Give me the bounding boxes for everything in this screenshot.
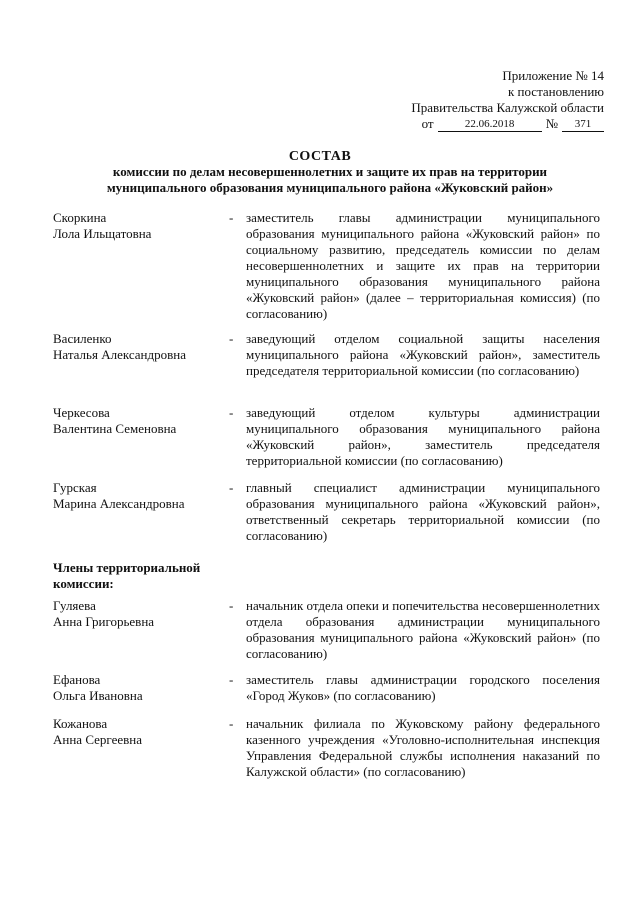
member-given-name: Лола Ильщатовна xyxy=(53,226,152,241)
document-title: СОСТАВ xyxy=(288,149,352,164)
member-surname: Черкесова xyxy=(53,405,110,420)
member-surname: Кожанова xyxy=(53,716,108,731)
member-surname: Василенко xyxy=(53,331,112,346)
member-role: начальник филиала по Жуковскому району федерального казенного учреждения «Уголовно-исполнительная инспекция Управления Федеральной службы исполнения наказаний по Калужской области» (по согласованию) xyxy=(246,716,600,779)
document-header xyxy=(411,68,604,132)
members-heading-line: Члены территориальной xyxy=(53,560,201,575)
member-surname: Скоркина xyxy=(53,210,107,225)
member-name xyxy=(53,210,223,242)
member-given-name: Марина Александровна xyxy=(53,496,185,511)
member-name xyxy=(53,480,223,512)
resolution-date: 22.06.2018 xyxy=(438,118,542,132)
dash-separator: - xyxy=(229,598,234,613)
document-subtitle xyxy=(60,164,600,196)
dash-separator: - xyxy=(229,210,234,225)
subtitle-line: комиссии по делам несовершеннолетних и защите их прав на территории xyxy=(112,164,548,179)
appendix-number: Приложение № 14 xyxy=(502,68,604,83)
members-heading xyxy=(53,560,243,592)
member-name xyxy=(53,331,223,363)
member-role: заведующий отделом культуры администрации муниципального образования муниципального района «Жуковский район», заместитель председателя территориальной комиссии (по согласованию) xyxy=(246,405,600,468)
member-surname: Гуляева xyxy=(53,598,96,613)
members-heading-line: комиссии: xyxy=(53,576,114,591)
dash-separator: - xyxy=(229,672,234,687)
member-role: начальник отдела опеки и попечительства несовершеннолетних отдела образования администрации муниципального образования муниципального района «Жуковский район» (по согласованию) xyxy=(246,598,600,661)
member-given-name: Наталья Александровна xyxy=(53,347,186,362)
member-name xyxy=(53,405,223,437)
resolution-number: 371 xyxy=(562,118,604,132)
to-resolution: к постановлению xyxy=(507,84,604,99)
member-role: заместитель главы администрации муниципального образования муниципального района «Жуковский район» по социальному развитию, председатель комиссии по делам несовершеннолетних и защите их прав на территории муниципального образования муниципального района «Жуковский район» (далее – территориальная комиссия) (по согласованию) xyxy=(246,210,600,321)
from-label: от xyxy=(421,116,434,131)
member-surname: Гурская xyxy=(53,480,97,495)
member-given-name: Валентина Семеновна xyxy=(53,421,177,436)
member-role: главный специалист администрации муниципального образования муниципального района «Жуковский район», ответственный секретарь территориальной комиссии (по согласованию) xyxy=(246,480,600,543)
dash-separator: - xyxy=(229,716,234,731)
subtitle-line: муниципального образования муниципального района «Жуковский район» xyxy=(106,180,554,195)
member-given-name: Анна Григорьевна xyxy=(53,614,155,629)
dash-separator: - xyxy=(229,480,234,495)
number-label: № xyxy=(545,116,558,131)
date-number-line xyxy=(422,116,604,132)
dash-separator: - xyxy=(229,405,234,420)
dash-separator: - xyxy=(229,331,234,346)
member-given-name: Ольга Ивановна xyxy=(53,688,143,703)
member-name xyxy=(53,672,223,704)
government-name: Правительства Калужской области xyxy=(411,100,604,115)
member-name xyxy=(53,716,223,748)
member-surname: Ефанова xyxy=(53,672,101,687)
member-role: заместитель главы администрации городского поселения «Город Жуков» (по согласованию) xyxy=(246,672,600,703)
member-given-name: Анна Сергеевна xyxy=(53,732,142,747)
member-name xyxy=(53,598,223,630)
member-role: заведующий отделом социальной защиты населения муниципального района «Жуковский район», заместитель председателя территориальной комиссии (по согласованию) xyxy=(246,331,600,378)
